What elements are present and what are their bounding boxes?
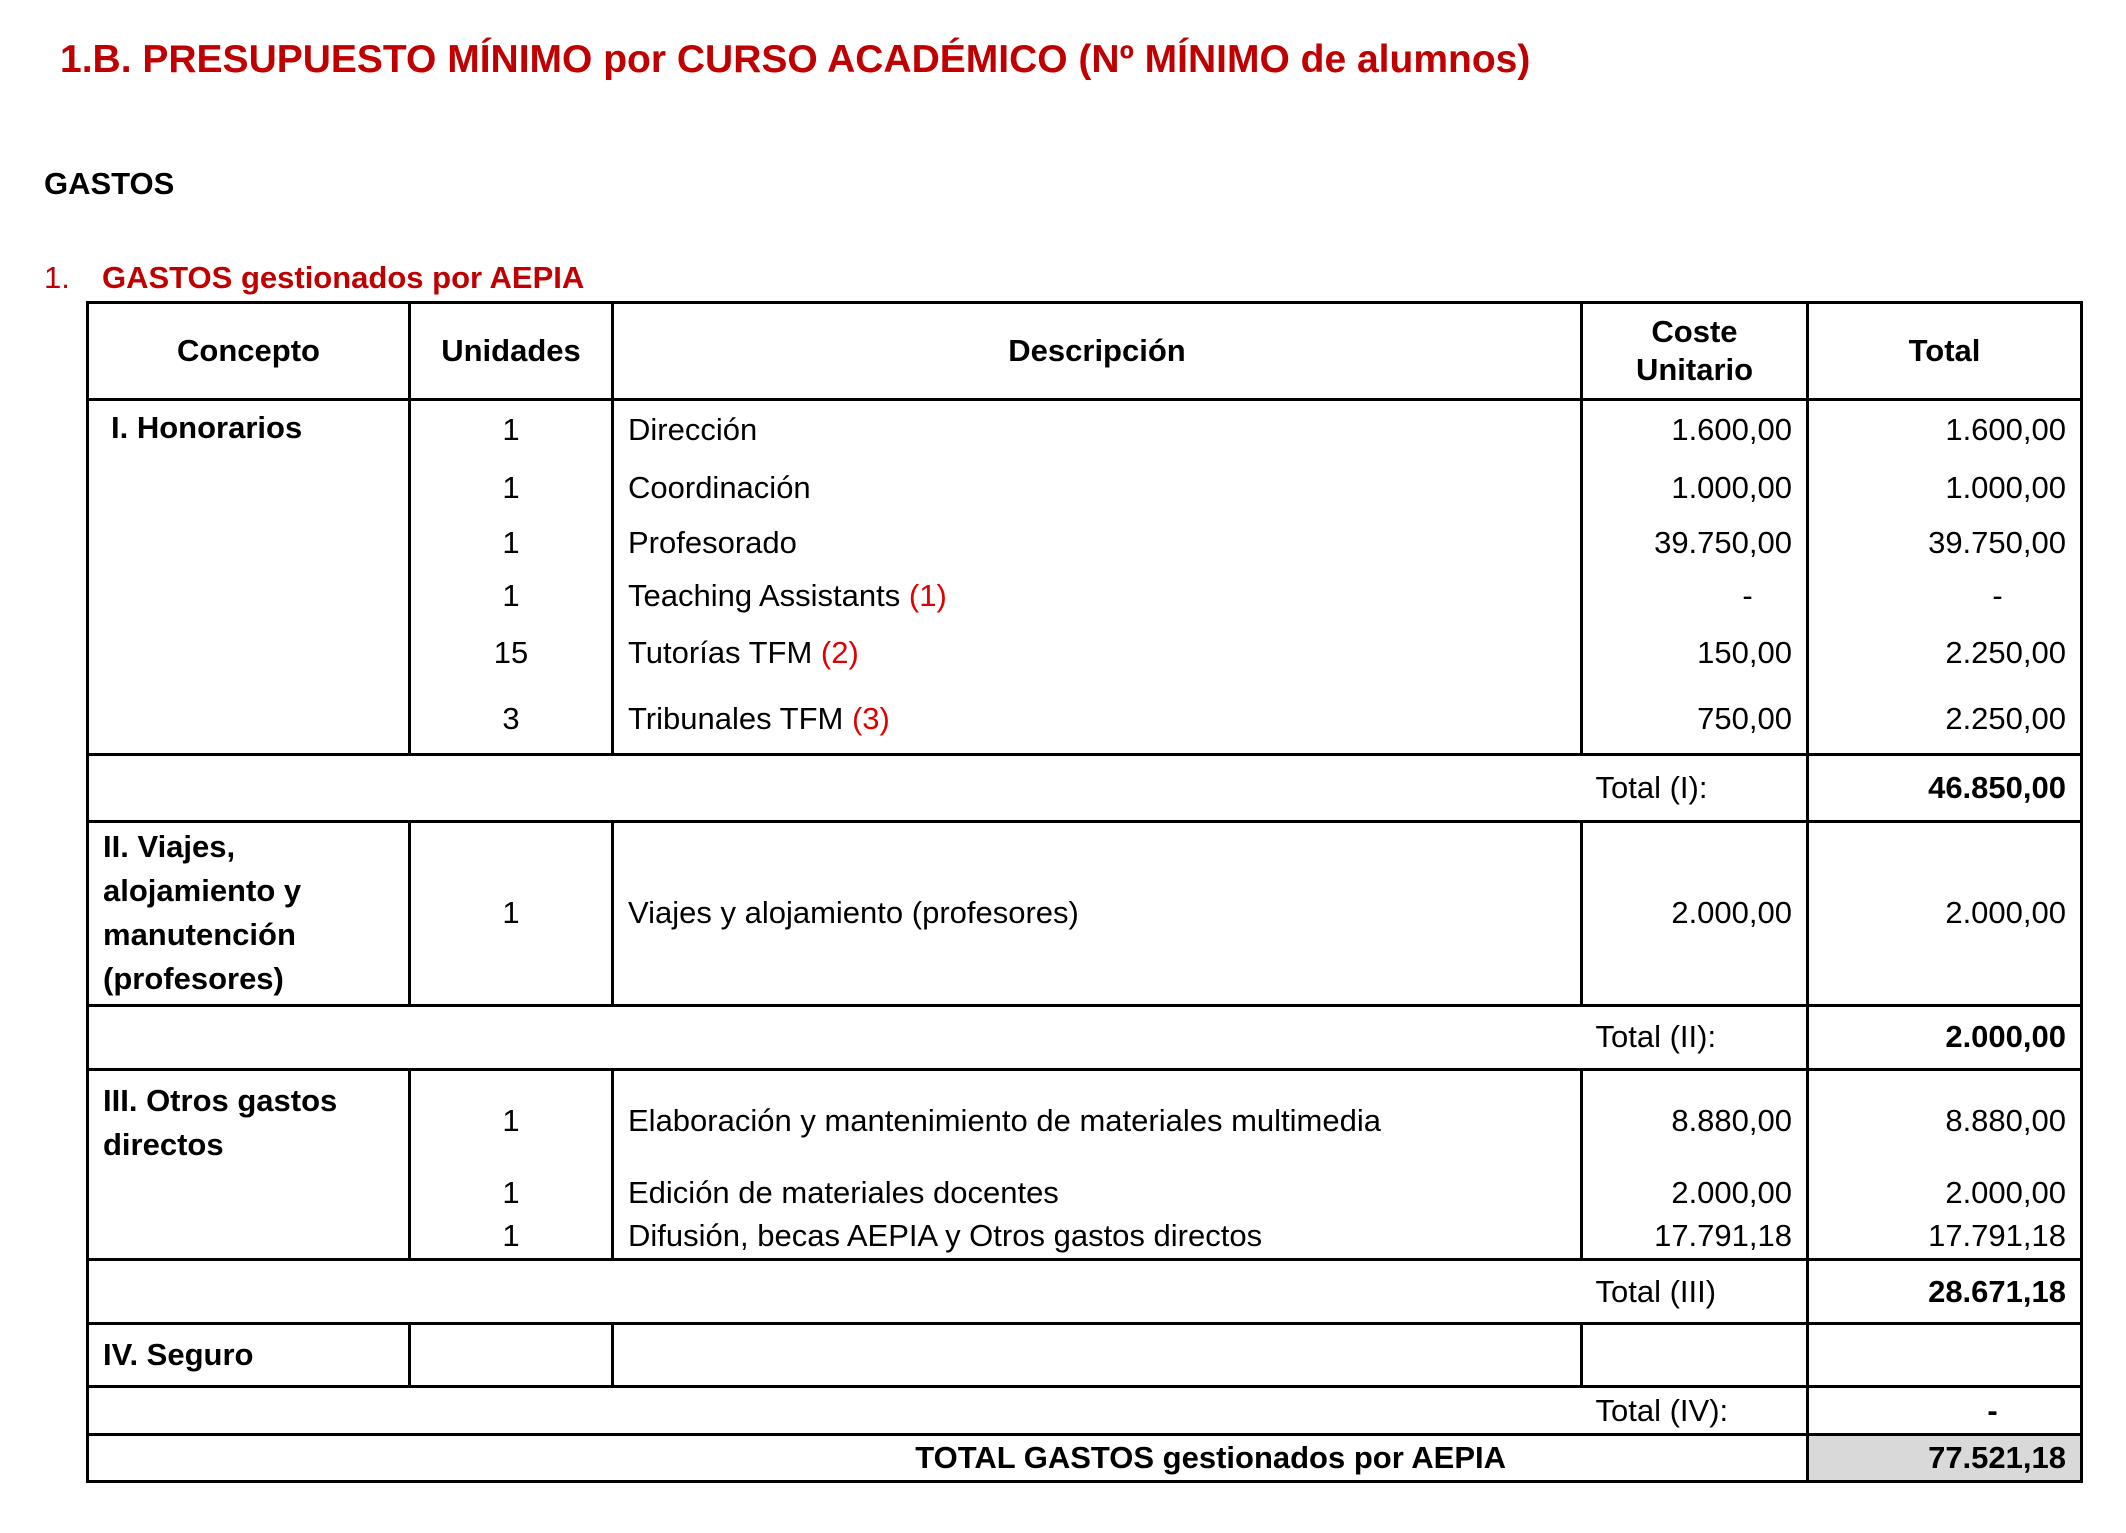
- subtotal-label: Total (I):: [1582, 755, 1808, 822]
- table-row: [88, 399, 2082, 460]
- desc-cell: Elaboración y mantenimiento de materiales multimedia: [613, 1070, 1582, 1171]
- unit-cost-cell: 17.791,18: [1582, 1215, 1808, 1259]
- budget-table: [86, 301, 2083, 1483]
- subtotal-label: Total (III): [1582, 1259, 1808, 1324]
- subtotal-value: 46.850,00: [1808, 755, 2082, 822]
- table-row: [88, 821, 2082, 1005]
- units-cell: 1: [410, 399, 613, 460]
- subtotal-row: [88, 1259, 2082, 1324]
- units-cell: [410, 1324, 613, 1387]
- section-number: 1.: [44, 260, 70, 295]
- subtotal-value: -: [1808, 1387, 2082, 1435]
- header-descripcion: Descripción: [613, 303, 1582, 400]
- units-cell: 1: [410, 515, 613, 571]
- grand-total-value: 77.521,18: [1808, 1435, 2082, 1482]
- grand-total-row: [88, 1435, 2082, 1482]
- units-cell: 1: [410, 1070, 613, 1171]
- desc-cell: Profesorado: [613, 515, 1582, 571]
- total-cell: -: [1808, 571, 2082, 621]
- gastos-heading: GASTOS: [44, 166, 175, 201]
- unit-cost-cell: 1.000,00: [1582, 460, 1808, 516]
- desc-cell: Dirección: [613, 399, 1582, 460]
- units-cell: 1: [410, 460, 613, 516]
- total-cell: 2.000,00: [1808, 821, 2082, 1005]
- unit-cost-cell: 150,00: [1582, 621, 1808, 684]
- desc-cell: Viajes y alojamiento (profesores): [613, 821, 1582, 1005]
- footnote-ref: (3): [851, 700, 890, 736]
- unit-cost-cell: 2.000,00: [1582, 1171, 1808, 1215]
- footnote-ref: (1): [908, 578, 947, 614]
- unit-cost-cell: 2.000,00: [1582, 821, 1808, 1005]
- desc-cell: Tribunales TFM (3): [613, 684, 1582, 755]
- total-cell: 8.880,00: [1808, 1070, 2082, 1171]
- header-unidades: Unidades: [410, 303, 613, 400]
- units-cell: 15: [410, 621, 613, 684]
- unit-cost-cell: 1.600,00: [1582, 399, 1808, 460]
- units-cell: 3: [410, 684, 613, 755]
- desc-cell: Coordinación: [613, 460, 1582, 516]
- total-cell: 17.791,18: [1808, 1215, 2082, 1259]
- section-title: GASTOS gestionados por AEPIA: [102, 260, 585, 295]
- subtotal-value: 2.000,00: [1808, 1005, 2082, 1070]
- grand-total-label: TOTAL GASTOS gestionados por AEPIA: [613, 1435, 1808, 1482]
- header-total: Total: [1808, 303, 2082, 400]
- page-title: 1.B. PRESUPUESTO MÍNIMO por CURSO ACADÉMICO (Nº MÍNIMO de alumnos): [60, 38, 1531, 81]
- unit-cost-cell: 8.880,00: [1582, 1070, 1808, 1171]
- subtotal-label: Total (II):: [1582, 1005, 1808, 1070]
- units-cell: 1: [410, 1171, 613, 1215]
- total-cell: 1.600,00: [1808, 399, 2082, 460]
- subtotal-row: [88, 1005, 2082, 1070]
- desc-cell: Difusión, becas AEPIA y Otros gastos directos: [613, 1215, 1582, 1259]
- subtotal-row: [88, 755, 2082, 822]
- total-cell: 39.750,00: [1808, 515, 2082, 571]
- subtotal-label: Total (IV):: [1582, 1387, 1808, 1435]
- desc-cell: [613, 1324, 1582, 1387]
- unit-cost-cell: [1582, 1324, 1808, 1387]
- units-cell: 1: [410, 1215, 613, 1259]
- units-cell: 1: [410, 571, 613, 621]
- concepto-viajes: II. Viajes, alojamiento y manutención (profesores): [88, 821, 410, 1005]
- table-row: [88, 1324, 2082, 1387]
- desc-cell: Edición de materiales docentes: [613, 1171, 1582, 1215]
- header-coste-unitario: Coste Unitario: [1582, 303, 1808, 400]
- desc-cell: Tutorías TFM (2): [613, 621, 1582, 684]
- unit-cost-cell: 39.750,00: [1582, 515, 1808, 571]
- subtotal-value: 28.671,18: [1808, 1259, 2082, 1324]
- concepto-otros: III. Otros gastos directos: [88, 1070, 410, 1260]
- total-cell: 2.250,00: [1808, 684, 2082, 755]
- total-cell: 2.250,00: [1808, 621, 2082, 684]
- concepto-honorarios: I. Honorarios: [88, 399, 410, 754]
- unit-cost-cell: -: [1582, 571, 1808, 621]
- footnote-ref: (2): [820, 634, 859, 670]
- table-header-row: [88, 303, 2082, 400]
- concepto-seguro: IV. Seguro: [88, 1324, 410, 1387]
- total-cell: [1808, 1324, 2082, 1387]
- total-cell: 1.000,00: [1808, 460, 2082, 516]
- header-concepto: Concepto: [88, 303, 410, 400]
- total-cell: 2.000,00: [1808, 1171, 2082, 1215]
- subtotal-row: [88, 1387, 2082, 1435]
- desc-cell: Teaching Assistants (1): [613, 571, 1582, 621]
- units-cell: 1: [410, 821, 613, 1005]
- table-row: [88, 1070, 2082, 1171]
- unit-cost-cell: 750,00: [1582, 684, 1808, 755]
